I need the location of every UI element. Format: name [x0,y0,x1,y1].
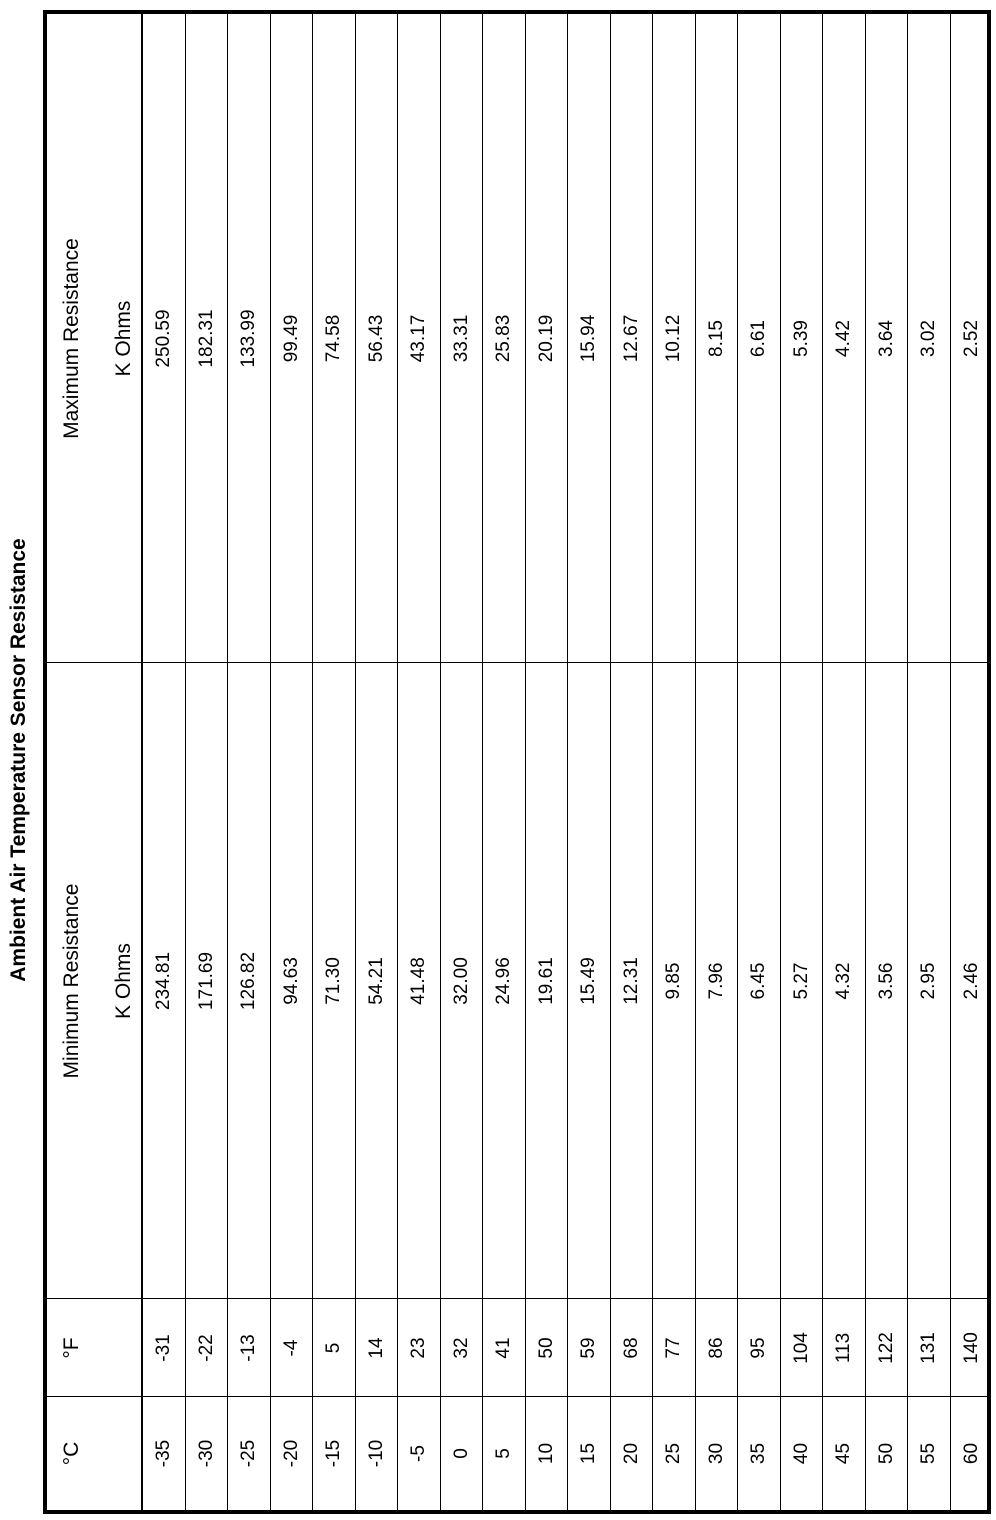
header-maximum-unit: K Ohms [112,300,135,377]
celsius-cell: -25 [238,1439,259,1468]
fahrenheit-cell: -4 [280,1339,302,1357]
min-resistance-cell: 15.49 [578,957,599,1005]
min-resistance-cell: 3.56 [875,962,897,1000]
min-resistance-cell: 12.31 [620,957,642,1005]
table-row [823,14,865,1510]
header-fahrenheit [47,1299,141,1397]
fahrenheit-cell: 41 [493,1337,514,1359]
table-row [738,14,780,1510]
min-resistance-cell: 171.69 [195,951,217,1011]
fahrenheit-cell: -31 [153,1334,174,1362]
celsius-cell: -30 [195,1439,217,1468]
min-resistance-cell: 54.21 [365,957,387,1005]
min-resistance-cell: 41.48 [408,957,429,1005]
max-resistance-cell: 250.59 [153,309,174,368]
max-resistance-cell: 33.31 [450,314,472,363]
max-resistance-cell: 3.02 [918,320,939,357]
table-row [781,14,823,1510]
max-resistance-cell: 133.99 [238,309,259,368]
header-maximum-label: Maximum Resistance [60,238,83,439]
celsius-cell: -20 [280,1439,302,1468]
table-row [653,14,695,1510]
table-row [271,14,313,1510]
fahrenheit-cell: 86 [705,1337,727,1359]
fahrenheit-cell: 5 [323,1342,344,1354]
table-row [143,14,185,1510]
celsius-cell: 35 [748,1442,769,1465]
max-resistance-cell: 43.17 [408,314,429,363]
resistance-table [43,10,991,1514]
table-row [526,14,568,1510]
fahrenheit-cell: 95 [748,1337,769,1359]
max-resistance-cell: 5.39 [790,320,812,357]
celsius-cell: 15 [578,1442,599,1465]
max-resistance-cell: 10.12 [663,314,684,363]
min-resistance-cell: 5.27 [790,962,812,1000]
header-maximum-resistance [47,14,141,663]
max-resistance-cell: 2.52 [960,320,982,357]
max-resistance-cell: 99.49 [280,314,302,363]
min-resistance-cell: 24.96 [493,957,514,1005]
min-resistance-cell: 32.00 [450,957,472,1005]
celsius-cell: -10 [365,1439,387,1468]
celsius-cell: -15 [323,1439,344,1468]
fahrenheit-cell: 59 [578,1337,599,1359]
min-resistance-cell: 7.96 [705,962,727,1000]
table-row [951,14,993,1510]
celsius-cell: 25 [663,1442,684,1465]
fahrenheit-cell: 50 [535,1337,557,1359]
min-resistance-cell: 94.63 [280,957,302,1005]
table-row [611,14,653,1510]
table-row [908,14,950,1510]
max-resistance-cell: 20.19 [535,314,557,363]
celsius-cell: 10 [535,1442,557,1465]
table-row [398,14,440,1510]
celsius-cell: 0 [450,1448,472,1459]
min-resistance-cell: 2.46 [960,962,982,1000]
table-row [186,14,228,1510]
table-row [356,14,398,1510]
celsius-cell: 30 [705,1442,727,1465]
fahrenheit-cell: -13 [238,1334,259,1362]
table-row [696,14,738,1510]
celsius-cell: 55 [918,1442,939,1465]
celsius-cell: -35 [153,1439,174,1468]
table-row [228,14,270,1510]
celsius-cell: 5 [493,1448,514,1459]
min-resistance-cell: 4.32 [833,962,854,1000]
table-title: Ambient Air Temperature Sensor Resistance [7,538,30,982]
celsius-cell: 50 [875,1442,897,1465]
max-resistance-cell: 15.94 [578,314,599,363]
min-resistance-cell: 19.61 [535,957,557,1005]
celsius-cell: 20 [620,1442,642,1465]
max-resistance-cell: 182.31 [195,309,217,368]
max-resistance-cell: 74.58 [323,314,344,363]
max-resistance-cell: 25.83 [493,314,514,363]
table-row [866,14,908,1510]
min-resistance-cell: 126.82 [238,951,259,1011]
min-resistance-cell: 9.85 [663,962,684,1000]
fahrenheit-cell: 32 [450,1337,472,1359]
header-minimum-label: Minimum Resistance [60,883,83,1079]
fahrenheit-cell: 14 [365,1337,387,1359]
fahrenheit-cell: 104 [790,1332,812,1364]
table-row [483,14,525,1510]
fahrenheit-cell: 140 [960,1332,982,1364]
max-resistance-cell: 12.67 [620,314,642,363]
table-row [313,14,355,1510]
celsius-cell: 45 [833,1442,854,1465]
fahrenheit-cell: 113 [833,1332,854,1364]
header-minimum-resistance [47,663,141,1299]
celsius-cell: 40 [790,1442,812,1465]
table-row [568,14,610,1510]
min-resistance-cell: 234.81 [153,951,174,1011]
header-celsius-label: °C [60,1441,83,1466]
fahrenheit-cell: 77 [663,1337,684,1359]
celsius-cell: 60 [960,1442,982,1465]
header-minimum-unit: K Ohms [112,943,135,1019]
max-resistance-cell: 6.61 [748,320,769,357]
min-resistance-cell: 6.45 [748,962,769,1000]
max-resistance-cell: 56.43 [365,314,387,363]
header-fahrenheit-label: °F [60,1337,83,1359]
min-resistance-cell: 2.95 [918,962,939,1000]
fahrenheit-cell: -22 [195,1334,217,1362]
max-resistance-cell: 3.64 [875,320,897,357]
min-resistance-cell: 71.30 [323,957,344,1005]
fahrenheit-cell: 23 [408,1337,429,1359]
table-row [441,14,483,1510]
celsius-cell: -5 [408,1445,429,1462]
fahrenheit-cell: 68 [620,1337,642,1359]
header-celsius [47,1397,141,1510]
max-resistance-cell: 4.42 [833,320,854,357]
fahrenheit-cell: 122 [875,1332,897,1364]
max-resistance-cell: 8.15 [705,320,727,357]
fahrenheit-cell: 131 [918,1332,939,1364]
